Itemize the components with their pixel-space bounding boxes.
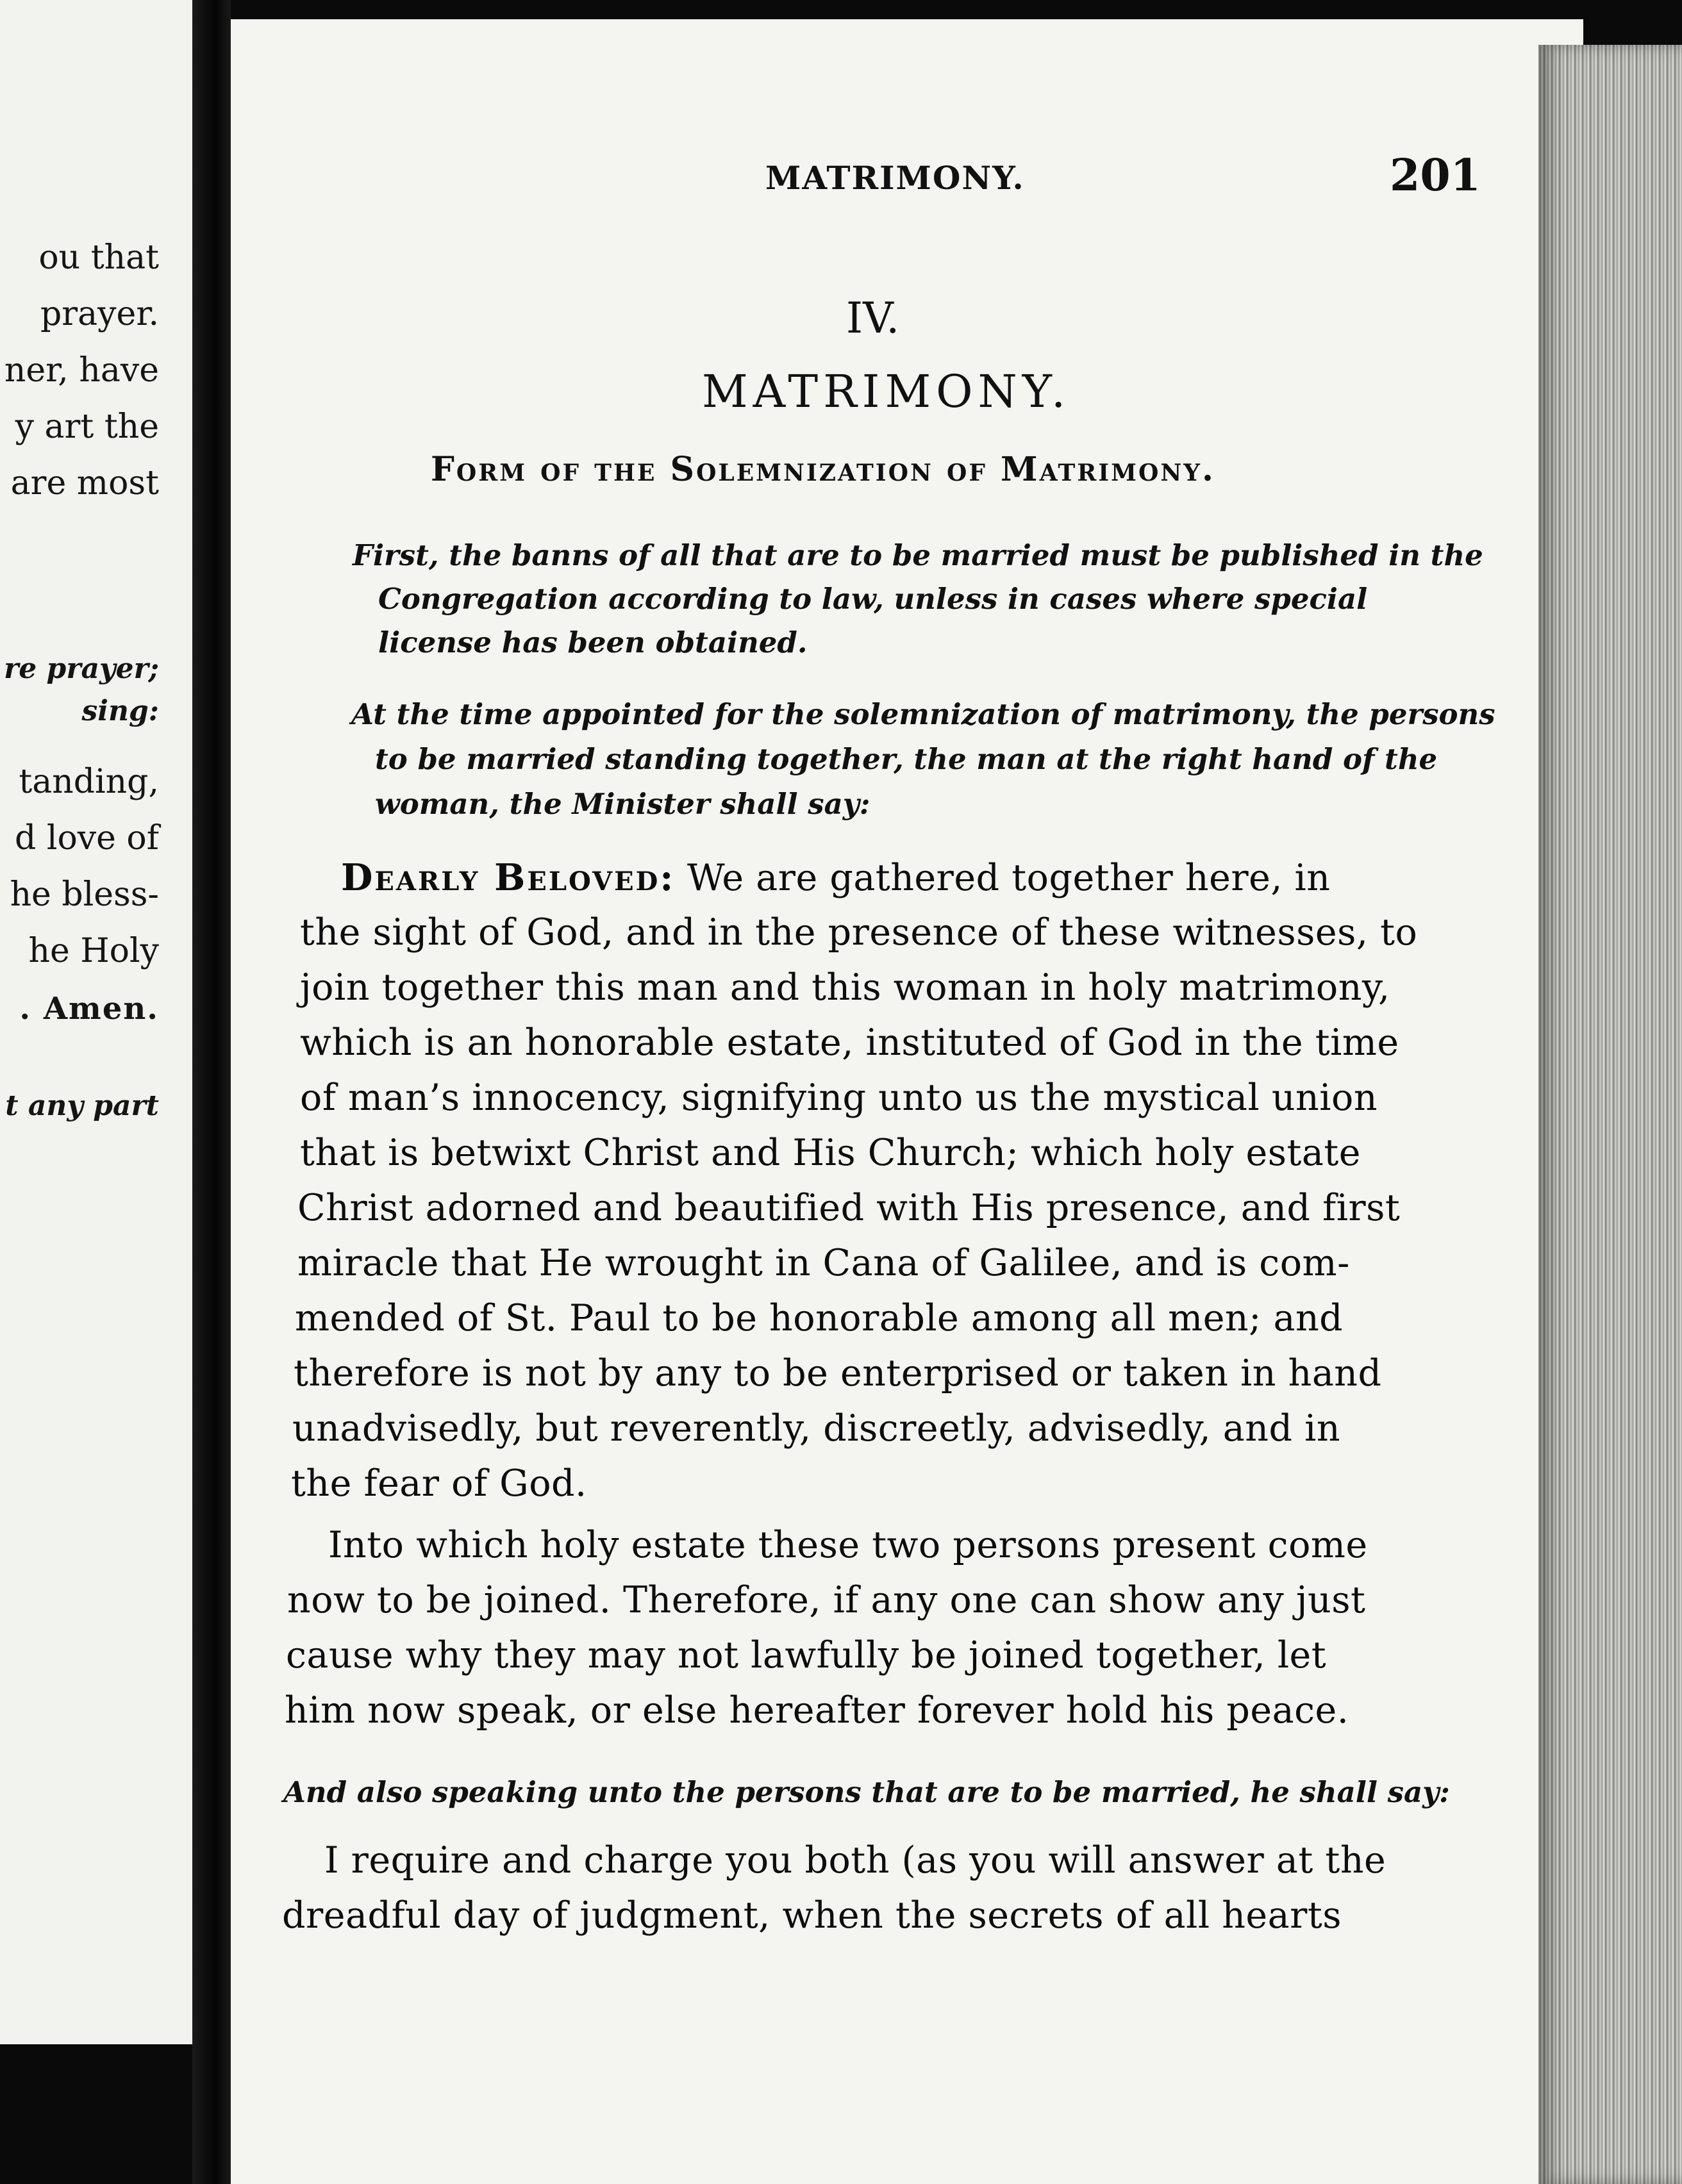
paragraph-line: Christ adorned and beautified with His presence, and first — [297, 1187, 1401, 1229]
paragraph-line: mended of St. Paul to be honorable among all men; and — [295, 1297, 1344, 1339]
left-facing-page — [0, 0, 192, 2044]
rubric-line: woman, the Minister shall say: — [375, 787, 870, 821]
paragraph-line: now to be joined. Therefore, if any one can show any just — [287, 1579, 1366, 1621]
paragraph-line: unadvisedly, but reverently, discreetly, advisedly, and in — [292, 1407, 1341, 1450]
book-gutter — [192, 0, 231, 2184]
paragraph-line: which is an honorable estate, instituted of God in the time — [300, 1022, 1399, 1064]
rubric-line: And also speaking unto the persons that are to be married, he shall say: — [283, 1775, 1450, 1809]
paragraph-line — [341, 856, 1331, 899]
left-page-line: ou that — [38, 238, 159, 277]
rubric-line: license has been obtained. — [378, 625, 808, 659]
paragraph-line: join together this man and this woman in holy matrimony, — [300, 966, 1390, 1009]
paragraph-line: of man’s innocency, signifying unto us the mystical union — [300, 1077, 1378, 1119]
left-page-line: he bless- — [10, 875, 159, 914]
section-subtitle: Form of the Solemnization of Matrimony. — [431, 450, 1216, 489]
page-number: 201 — [1390, 150, 1481, 201]
left-page-line: t any part — [5, 1089, 159, 1122]
paragraph-line: the fear of God. — [291, 1462, 587, 1505]
main-page — [231, 19, 1583, 2184]
left-page-line: sing: — [81, 695, 159, 727]
opening-small-caps: Dearly Beloved: — [341, 856, 676, 899]
paragraph-line: I require and charge you both (as you will answer at the — [324, 1839, 1386, 1882]
rubric-line: Congregation according to law, unless in cases where special — [378, 582, 1368, 616]
section-title: MATRIMONY. — [702, 365, 1071, 418]
paragraph-line: cause why they may not lawfully be joined together, let — [286, 1634, 1327, 1676]
paragraph-line: miracle that He wrought in Cana of Galilee, and is com- — [297, 1242, 1350, 1284]
page-edge-stack — [1538, 45, 1682, 2184]
rubric-line: First, the banns of all that are to be married must be published in the — [353, 538, 1483, 572]
left-page-line: tanding, — [19, 763, 159, 801]
paragraph-line: him now speak, or else hereafter forever hold his peace. — [285, 1689, 1349, 1732]
section-numeral: IV. — [846, 294, 900, 343]
left-page-line: re prayer; — [4, 652, 159, 685]
rubric-line: to be married standing together, the man at the right hand of the — [375, 742, 1438, 776]
left-page-line: he Holy — [28, 932, 159, 970]
paragraph-text: We are gathered together here, in — [675, 857, 1331, 899]
paragraph-line: that is betwixt Christ and His Church; which holy estate — [300, 1132, 1361, 1174]
left-page-line: are most — [10, 464, 159, 502]
paragraph-line: therefore is not by any to be enterprised or taken in hand — [294, 1352, 1382, 1394]
paragraph-line: Into which holy estate these two persons present come — [328, 1524, 1368, 1566]
left-page-line: ner, have — [4, 351, 159, 390]
rubric-line: At the time appointed for the solemnization of matrimony, the persons — [351, 697, 1495, 731]
paragraph-line: dreadful day of judgment, when the secrets of all hearts — [282, 1894, 1342, 1937]
left-page-line: y art the — [15, 408, 159, 446]
left-page-line: . Amen. — [19, 991, 159, 1027]
running-head: MATRIMONY. — [765, 159, 1025, 197]
paragraph-line: the sight of God, and in the presence of these witnesses, to — [300, 911, 1418, 954]
left-page-line: d love of — [15, 819, 159, 857]
left-page-line: prayer. — [40, 295, 159, 333]
